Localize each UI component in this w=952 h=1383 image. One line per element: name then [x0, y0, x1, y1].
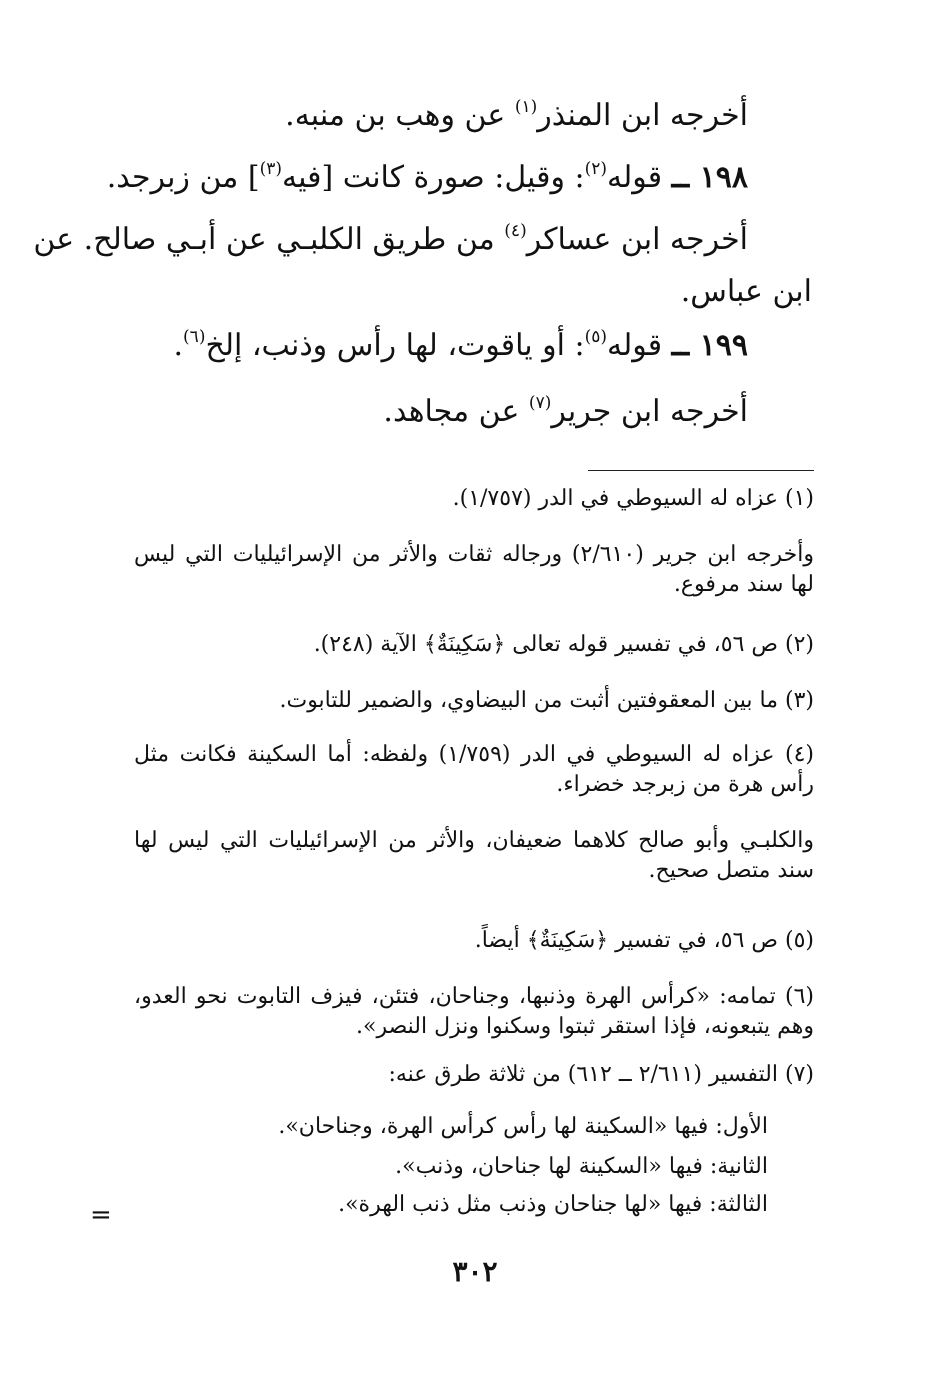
end-mark: =: [90, 1200, 112, 1230]
footnote-text: ص ٥٦، في تفسير قوله تعالى ﴿سَكِينَةٌ﴾ الآية (٢٤٨).: [313, 632, 778, 657]
footnote-marker: (٣): [259, 159, 283, 179]
footnote-text: عزاه له السيوطي في الدر (١/٧٥٩) ولفظه: أما السكينة فكانت مثل رأس هرة من زبرجد خضراء.: [134, 742, 814, 797]
footnote-7-third: الثالثة: فيها «لها جناحان وذنب مثل ذنب الهرة».: [338, 1192, 768, 1217]
main-line-4: ابن عباس.: [680, 274, 812, 309]
main-line-2: [107, 158, 748, 198]
footnote-number: (١): [784, 486, 814, 511]
footnote-5: [475, 926, 814, 956]
main-line-6: [383, 392, 748, 432]
footnote-number: (٧): [784, 1062, 814, 1087]
text-span: قوله: [607, 160, 672, 195]
footnote-1: [453, 484, 814, 514]
footnote-marker: (٥): [584, 327, 608, 347]
footnote-separator: [588, 470, 814, 471]
footnote-text: ما بين المعقوفتين أثبت من البيضاوي، والضمير للتابوت.: [279, 688, 778, 713]
footnote-text: عزاه له السيوطي في الدر (١/٧٥٧).: [452, 486, 778, 511]
text-span: من طريق الكلبـي عن أبـي صالح. عن: [33, 222, 505, 257]
main-line-5: [173, 326, 748, 366]
footnote-marker: (٦): [183, 327, 206, 347]
footnote-3: [279, 686, 814, 716]
footnote-marker: (٧): [528, 393, 552, 413]
footnote-6: [134, 982, 814, 1042]
footnote-7: [388, 1060, 814, 1090]
footnote-7-second: الثانية: فيها «السكينة لها جناحان، وذنب».: [395, 1154, 768, 1179]
main-line-3: [33, 220, 748, 260]
footnote-number: (٢): [784, 632, 814, 657]
footnote-4-continuation: والكلبـي وأبو صالح كلاهما ضعيفان، والأثر من الإسرائيليات التي ليس لها سند متصل صحيح.: [134, 828, 814, 883]
footnote-number: (٥): [784, 928, 814, 953]
footnote-number: (٦): [784, 984, 814, 1009]
page-number: ٣٠٢: [452, 1255, 498, 1288]
text-span: أخرجه ابن جرير: [551, 394, 748, 429]
text-span: .: [173, 328, 184, 363]
footnote-text: التفسير (٢/٦١١ ــ ٦١٢) من ثلاثة طرق عنه:: [388, 1062, 778, 1087]
text-span: ] من زبرجد.: [106, 160, 260, 195]
footnote-marker: (٤): [504, 221, 527, 241]
main-line-1: [285, 96, 748, 136]
text-span: قوله: [607, 328, 672, 363]
text-span: أخرجه ابن عساكر: [526, 222, 748, 257]
footnote-marker: (٢): [584, 159, 608, 179]
footnote-2: [314, 630, 814, 660]
footnote-marker: (١): [514, 97, 538, 117]
footnote-text: ص ٥٦، في تفسير ﴿سَكِينَةٌ﴾ أيضاً.: [474, 928, 778, 953]
text-span: أخرجه ابن المنذر: [537, 98, 748, 133]
text-span: : أو ياقوت، لها رأس وذنب، إلخ: [205, 328, 585, 363]
text-span: عن وهب بن منبه.: [285, 98, 515, 133]
footnote-1-continuation: وأخرجه ابن جرير (٢/٦١٠) ورجاله ثقات والأثر من الإسرائيليات التي ليس لها سند مرفوع.: [134, 542, 814, 597]
item-number: ١٩٨ ــ: [671, 160, 748, 195]
item-number: ١٩٩ ــ: [671, 328, 748, 363]
text-span: عن مجاهد.: [383, 394, 529, 429]
footnote-4: [134, 740, 814, 800]
footnote-7-first: الأول: فيها «السكينة لها رأس كرأس الهرة، وجناحان».: [278, 1114, 768, 1139]
footnote-number: (٣): [784, 688, 814, 713]
footnote-text: تمامه: «كرأس الهرة وذنبها، وجناحان، فتئن، فيزف التابوت نحو العدو، وهم يتبعونه، فإذا استقر ثبتوا وسكنوا ونزل النصر».: [134, 984, 814, 1039]
footnote-number: (٤): [784, 742, 814, 767]
text-span: : وقيل: صورة كانت [فيه: [282, 160, 585, 195]
